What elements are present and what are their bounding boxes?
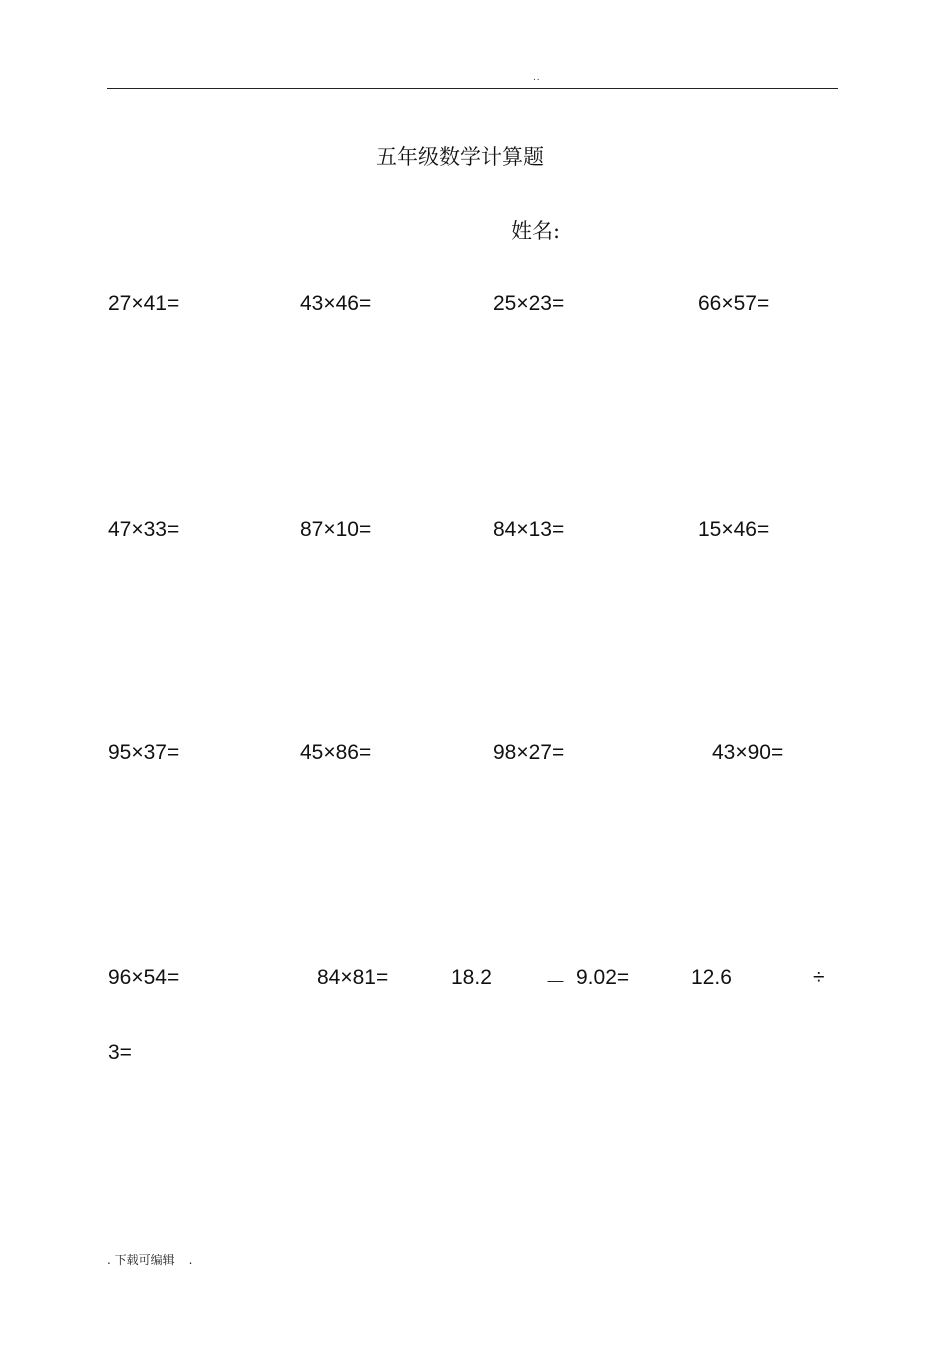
problem-r4-c1: 96×54=	[108, 966, 180, 989]
problem-r4-c2: 84×81=	[317, 966, 389, 989]
name-label: 姓名:	[511, 219, 561, 243]
problem-r2-c3: 84×13=	[493, 518, 565, 541]
footer-dot-right: .	[188, 1253, 193, 1267]
problem-r2-c1: 47×33=	[108, 518, 180, 541]
problem-r3-c2: 45×86=	[300, 741, 372, 764]
problem-r3-c4: 43×90=	[712, 741, 784, 764]
footer	[107, 1251, 193, 1268]
problem-r4-c4-left: 12.6	[691, 966, 732, 989]
problem-r1-c1: 27×41=	[108, 292, 180, 315]
problem-r4-c3-left: 18.2	[451, 966, 492, 989]
problem-r3-c1: 95×37=	[108, 741, 180, 764]
footer-text: 下载可编辑	[114, 1253, 175, 1267]
problem-r1-c2: 43×46=	[300, 292, 372, 315]
problem-r4-c3-operator: －	[545, 971, 566, 994]
header-rule	[107, 88, 838, 89]
problem-r4-c4-operator: ÷	[813, 966, 825, 989]
problem-r4-c4-wrap: 3=	[108, 1041, 132, 1064]
header-mark: ..	[533, 72, 541, 83]
worksheet-title: 五年级数学计算题	[376, 145, 544, 169]
problem-r2-c2: 87×10=	[300, 518, 372, 541]
problem-r3-c3: 98×27=	[493, 741, 565, 764]
problem-r2-c4: 15×46=	[698, 518, 770, 541]
problem-r1-c4: 66×57=	[698, 292, 770, 315]
problem-r4-c3-right: 9.02=	[576, 966, 630, 989]
problem-r1-c3: 25×23=	[493, 292, 565, 315]
footer-dot-left: .	[107, 1253, 111, 1267]
